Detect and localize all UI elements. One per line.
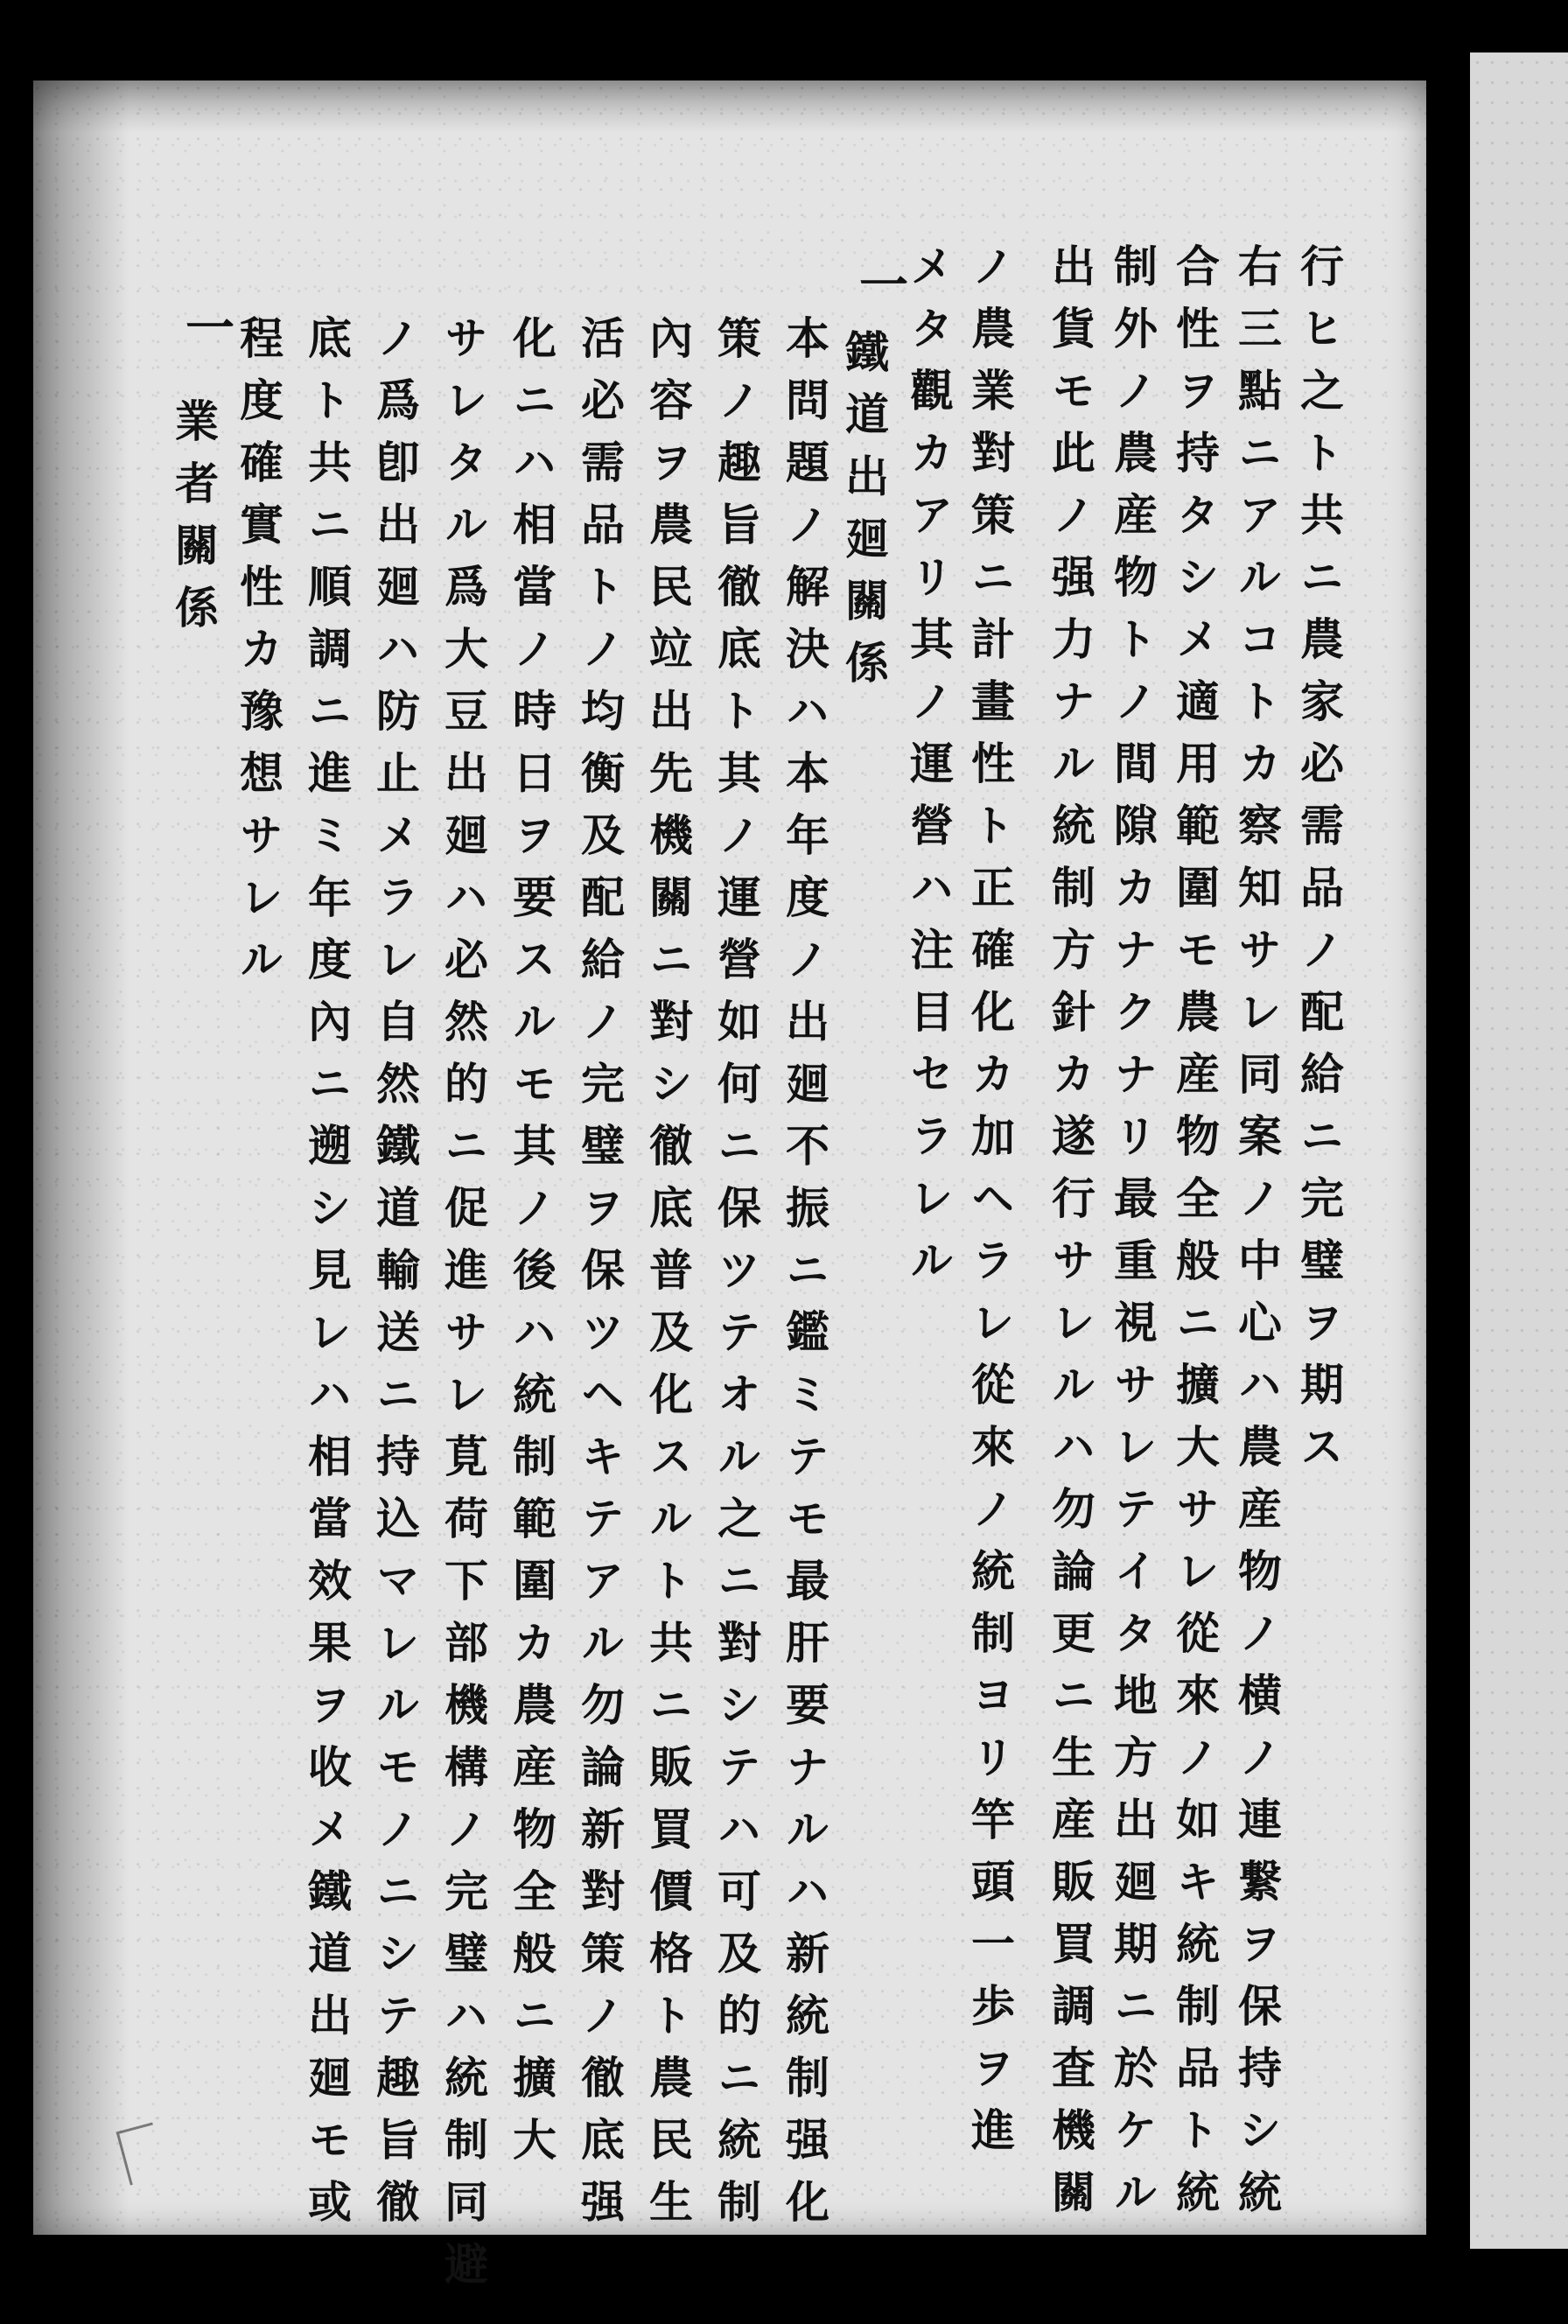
page-shadow-left	[33, 80, 130, 2235]
text-column: 底ト共ニ順調ニ進ミ年度內ニ遡シ見レハ相當效果ヲ收メ鐵道出廻モ或	[301, 315, 353, 2241]
section-heading: 業者關係	[168, 398, 220, 647]
section-bullet: 一	[178, 302, 235, 351]
text-column: 策ノ趣旨徹底ト其ノ運營如何ニ保ツテオル之ニ對シテハ可及的ニ統制	[710, 315, 762, 2241]
text-column: 制外ノ農産物トノ間隙カナクナリ最重視サレテイタ地方出廻期ニ於ケル	[1107, 243, 1158, 2231]
text-column: 右三點ニアルコトカ察知サレ同案ノ中心ハ農産物ノ横ノ連繋ヲ保持シ統	[1231, 243, 1283, 2231]
text-column: 出貨モ此ノ强力ナル統制方針カ遂行サレルハ勿論更ニ生産販買調査機關	[1045, 243, 1096, 2231]
adjacent-page-edge	[1470, 52, 1568, 2249]
text-column: 行ヒ之ト共ニ農家必需品ノ配給ニ完璧ヲ期ス	[1293, 243, 1345, 1486]
text-column: 內容ヲ農民竝出先機關ニ對シ徹底普及化スルト共ニ販買價格ト農民生	[642, 315, 694, 2241]
section-heading: 鐵道出廻關係	[838, 329, 890, 702]
text-column: ノ爲卽出廻ハ防止メラレ自然鐵道輸送ニ持込マレルモノニシテ趣旨徹	[369, 315, 421, 2241]
text-column: メタ觀カアリ其ノ運營ハ注目セラレル	[903, 243, 955, 1299]
text-column: 程度確實性カ豫想サレル	[233, 315, 284, 998]
text-column: 合性ヲ持タシメ適用範圍モ農産物全般ニ擴大サレ從來ノ如キ統制品ト統	[1169, 243, 1221, 2231]
section-bullet: 一	[851, 259, 909, 308]
text-column: 活必需品トノ均衡及配給ノ完璧ヲ保ツヘキテアル勿論新對策ノ徹底强	[574, 315, 626, 2241]
page-gutter	[1426, 52, 1470, 2249]
text-column: ノ農業對策ニ計畫性ト正確化カ加ヘラレ從來ノ統制ヨリ竿頭一歩ヲ進	[964, 243, 1016, 2169]
text-column: サレタル爲大豆出廻ハ必然的ニ促進サレ莧荷下部機構ノ完璧ハ統制同避	[438, 315, 489, 2303]
text-column: 化ニハ相當ノ時日ヲ要スルモ其ノ後ハ統制範圍カ農産物全般ニ擴大	[506, 315, 557, 2179]
text-column: 本問題ノ解決ハ本年度ノ出廻不振ニ鑑ミテモ最肝要ナルハ新統制强化	[779, 315, 830, 2241]
page-shadow-top	[33, 80, 1426, 133]
